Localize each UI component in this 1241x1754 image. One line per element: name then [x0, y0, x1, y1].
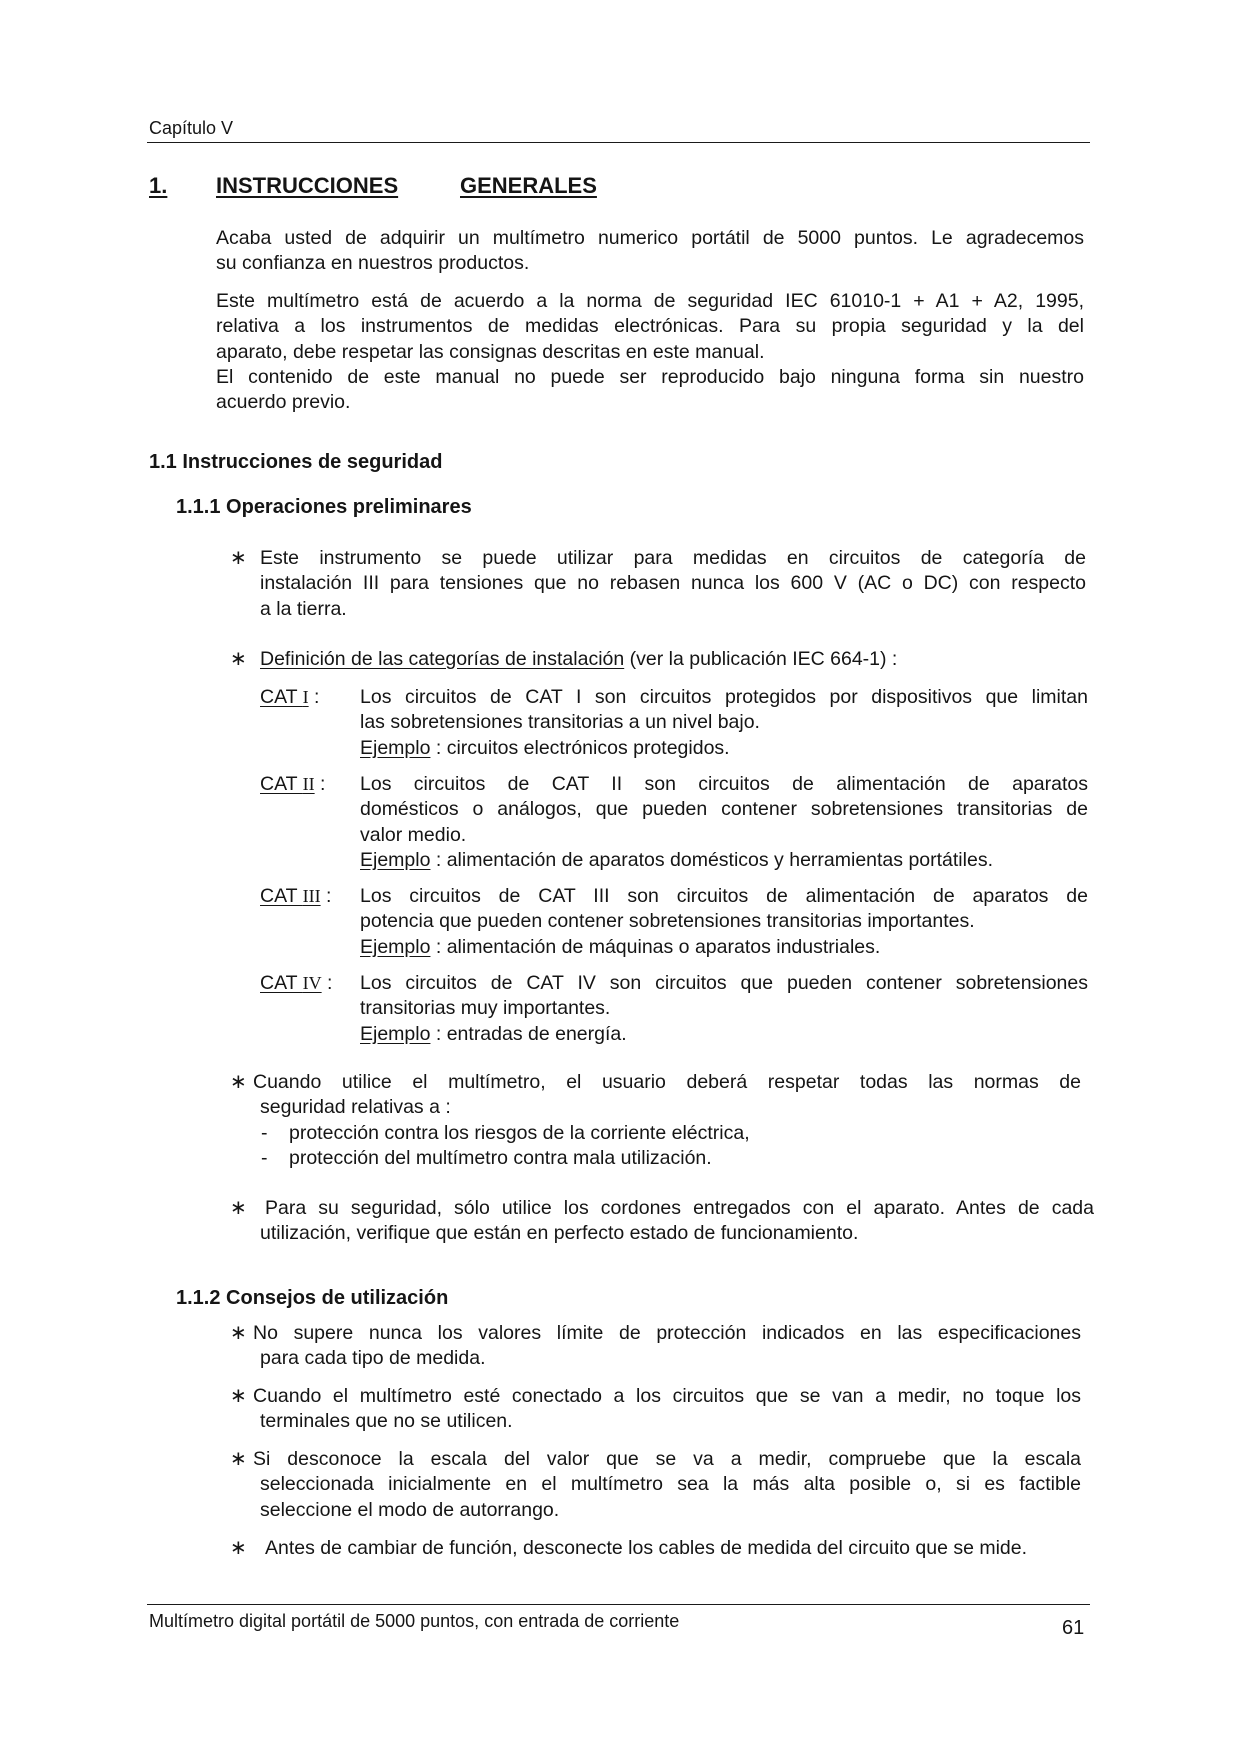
text-line: El contenido de este manual no puede ser reproducido bajo ninguna forma sin nuestro [216, 365, 1084, 388]
text-line: las sobretensiones transitorias a un nivel bajo. [360, 711, 760, 734]
text-line: potencia que pueden contener sobretensiones transitorias importantes. [360, 910, 975, 933]
example-text: : entradas de energía. [430, 1022, 627, 1045]
cat-description [360, 685, 1088, 761]
cat-word: CAT [260, 686, 303, 708]
cat-description [360, 971, 1088, 1047]
asterisk-bullet-icon: ∗ [230, 547, 247, 569]
cat-roman: III [302, 886, 321, 906]
cat-colon: : [308, 686, 320, 708]
asterisk-bullet-icon: ∗ [230, 1071, 247, 1093]
text-line: relativa a los instrumentos de medidas electrónicas. Para su propia seguridad y la del [216, 315, 1084, 338]
text-line: Los circuitos de CAT III son circuitos de alimentación de aparatos de [360, 885, 1088, 907]
cat-colon: : [321, 972, 333, 994]
dash-marker: - [261, 1122, 268, 1144]
text-line: No supere nunca los valores límite de protección indicados en las especificaciones [253, 1322, 1081, 1344]
example-text: : alimentación de aparatos domésticos y herramientas portátiles. [430, 848, 993, 871]
text-line: domésticos o análogos, que pueden contener sobretensiones transitorias de [360, 798, 1088, 821]
chapter-header: Capítulo V [149, 118, 234, 138]
text-line: Para su seguridad, sólo utilice los cordones entregados con el aparato. Antes de cada [265, 1197, 1094, 1219]
cat-colon: : [320, 885, 332, 907]
cat-label-text [260, 686, 309, 708]
text-line: transitorias muy importantes. [360, 997, 611, 1020]
section-title-part1: INSTRUCCIONES [216, 173, 399, 198]
cat-label [260, 772, 325, 797]
dash-item: protección del multímetro contra mala utilización. [289, 1147, 712, 1169]
text-line: Los circuitos de CAT II son circuitos de alimentación de aparatos [360, 773, 1088, 795]
header-rule [147, 142, 1090, 143]
text-line: seguridad relativas a : [260, 1096, 451, 1119]
text-line: Los circuitos de CAT IV son circuitos que pueden contener sobretensiones [360, 972, 1088, 994]
text-line: Este multímetro está de acuerdo a la norma de seguridad IEC 61010-1 + A1 + A2, 1995, [216, 290, 1084, 312]
cat-example [360, 1022, 1088, 1047]
page-number: 61 [1062, 1617, 1085, 1639]
text-line: Si desconoce la escala del valor que se va a medir, compruebe que la escala [253, 1448, 1081, 1470]
bullet-item-2 [260, 647, 897, 672]
text-line: su confianza en nuestros productos. [216, 252, 530, 275]
text-line: a la tierra. [260, 597, 347, 620]
text-line: Acaba usted de adquirir un multímetro numerico portátil de 5000 puntos. Le agradecemos [216, 227, 1084, 249]
bullet-item-4 [260, 1196, 1094, 1247]
example-label: Ejemplo [360, 736, 431, 759]
dash-marker: - [261, 1147, 268, 1169]
cat-label-text [260, 972, 322, 994]
cat-description [360, 772, 1088, 873]
example-label: Ejemplo [360, 935, 431, 958]
cat-label [260, 685, 319, 710]
cat-roman: I [302, 687, 309, 707]
intro-paragraph-2 [216, 289, 1084, 415]
asterisk-bullet-icon: ∗ [230, 1385, 247, 1407]
advice-item-1 [253, 1321, 1081, 1372]
text-line: valor medio. [360, 823, 467, 846]
footer-rule [147, 1604, 1090, 1605]
asterisk-bullet-icon: ∗ [230, 1448, 247, 1470]
text-line: Cuando el multímetro esté conectado a los circuitos que se van a medir, no toque los [253, 1385, 1081, 1407]
text-line: aparato, debe respetar las consignas descritas en este manual. [216, 340, 765, 363]
example-label: Ejemplo [360, 1022, 431, 1045]
text-line: Este instrumento se puede utilizar para medidas en circuitos de categoría de [260, 547, 1086, 569]
text-line: instalación III para tensiones que no rebasen nunca los 600 V (AC o DC) con respecto [260, 572, 1086, 595]
cat-label [260, 884, 331, 909]
asterisk-bullet-icon: ∗ [230, 648, 247, 670]
asterisk-bullet-icon: ∗ [230, 1322, 247, 1344]
intro-paragraph-1 [216, 226, 1084, 277]
cat-roman: IV [302, 973, 322, 993]
section-title-part2-text: GENERALES [460, 173, 597, 198]
categories-definition-link: Definición de las categorías de instalación [260, 648, 625, 670]
example-text: : alimentación de máquinas o aparatos industriales. [430, 935, 881, 958]
cat-roman: II [302, 774, 315, 794]
cat-example [360, 736, 1088, 761]
example-text: : circuitos electrónicos protegidos. [430, 736, 730, 759]
cat-label [260, 971, 332, 996]
section-number: 1. [149, 173, 168, 198]
cat-example [360, 935, 1088, 960]
cat-description [360, 884, 1088, 960]
section-title-part2 [460, 172, 597, 200]
dash-item: protección contra los riesgos de la corriente eléctrica, [289, 1122, 750, 1144]
cat-label-text [260, 885, 321, 907]
asterisk-bullet-icon: ∗ [230, 1197, 247, 1219]
cat-example [360, 848, 1088, 873]
subsubsection-title-consejos: 1.1.2 Consejos de utilización [176, 1287, 449, 1309]
text-line: Los circuitos de CAT I son circuitos protegidos por dispositivos que limitan [360, 686, 1088, 708]
text-line: seleccione el modo de autorrango. [260, 1498, 560, 1521]
cat-label-text [260, 773, 315, 795]
text-line: seleccionada inicialmente en el multímetro sea la más alta posible o, si es factible [260, 1473, 1081, 1496]
cat-colon: : [314, 773, 326, 795]
example-label: Ejemplo [360, 848, 431, 871]
text-line: para cada tipo de medida. [260, 1347, 486, 1370]
cat-word: CAT [260, 885, 303, 907]
text-line: acuerdo previo. [216, 391, 351, 414]
bullet-item-1 [260, 546, 1086, 622]
subsection-title: 1.1 Instrucciones de seguridad [149, 451, 443, 473]
text-line: Cuando utilice el multímetro, el usuario deberá respetar todas las normas de [253, 1071, 1081, 1093]
categories-definition-ref: (ver la publicación IEC 664-1) : [624, 648, 898, 670]
footer-text: Multímetro digital portátil de 5000 puntos, con entrada de corriente [149, 1611, 680, 1631]
advice-item-4: Antes de cambiar de función, desconecte los cables de medida del circuito que se mide. [265, 1537, 1028, 1559]
cat-word: CAT [260, 773, 303, 795]
text-line: terminales que no se utilicen. [260, 1410, 513, 1433]
subsubsection-title-preliminares: 1.1.1 Operaciones preliminares [176, 496, 472, 518]
advice-item-3 [253, 1447, 1081, 1523]
cat-word: CAT [260, 972, 303, 994]
text-line: utilización, verifique que están en perfecto estado de funcionamiento. [260, 1222, 859, 1245]
advice-item-2 [253, 1384, 1081, 1435]
asterisk-bullet-icon: ∗ [230, 1537, 247, 1559]
bullet-item-3 [253, 1070, 1081, 1121]
